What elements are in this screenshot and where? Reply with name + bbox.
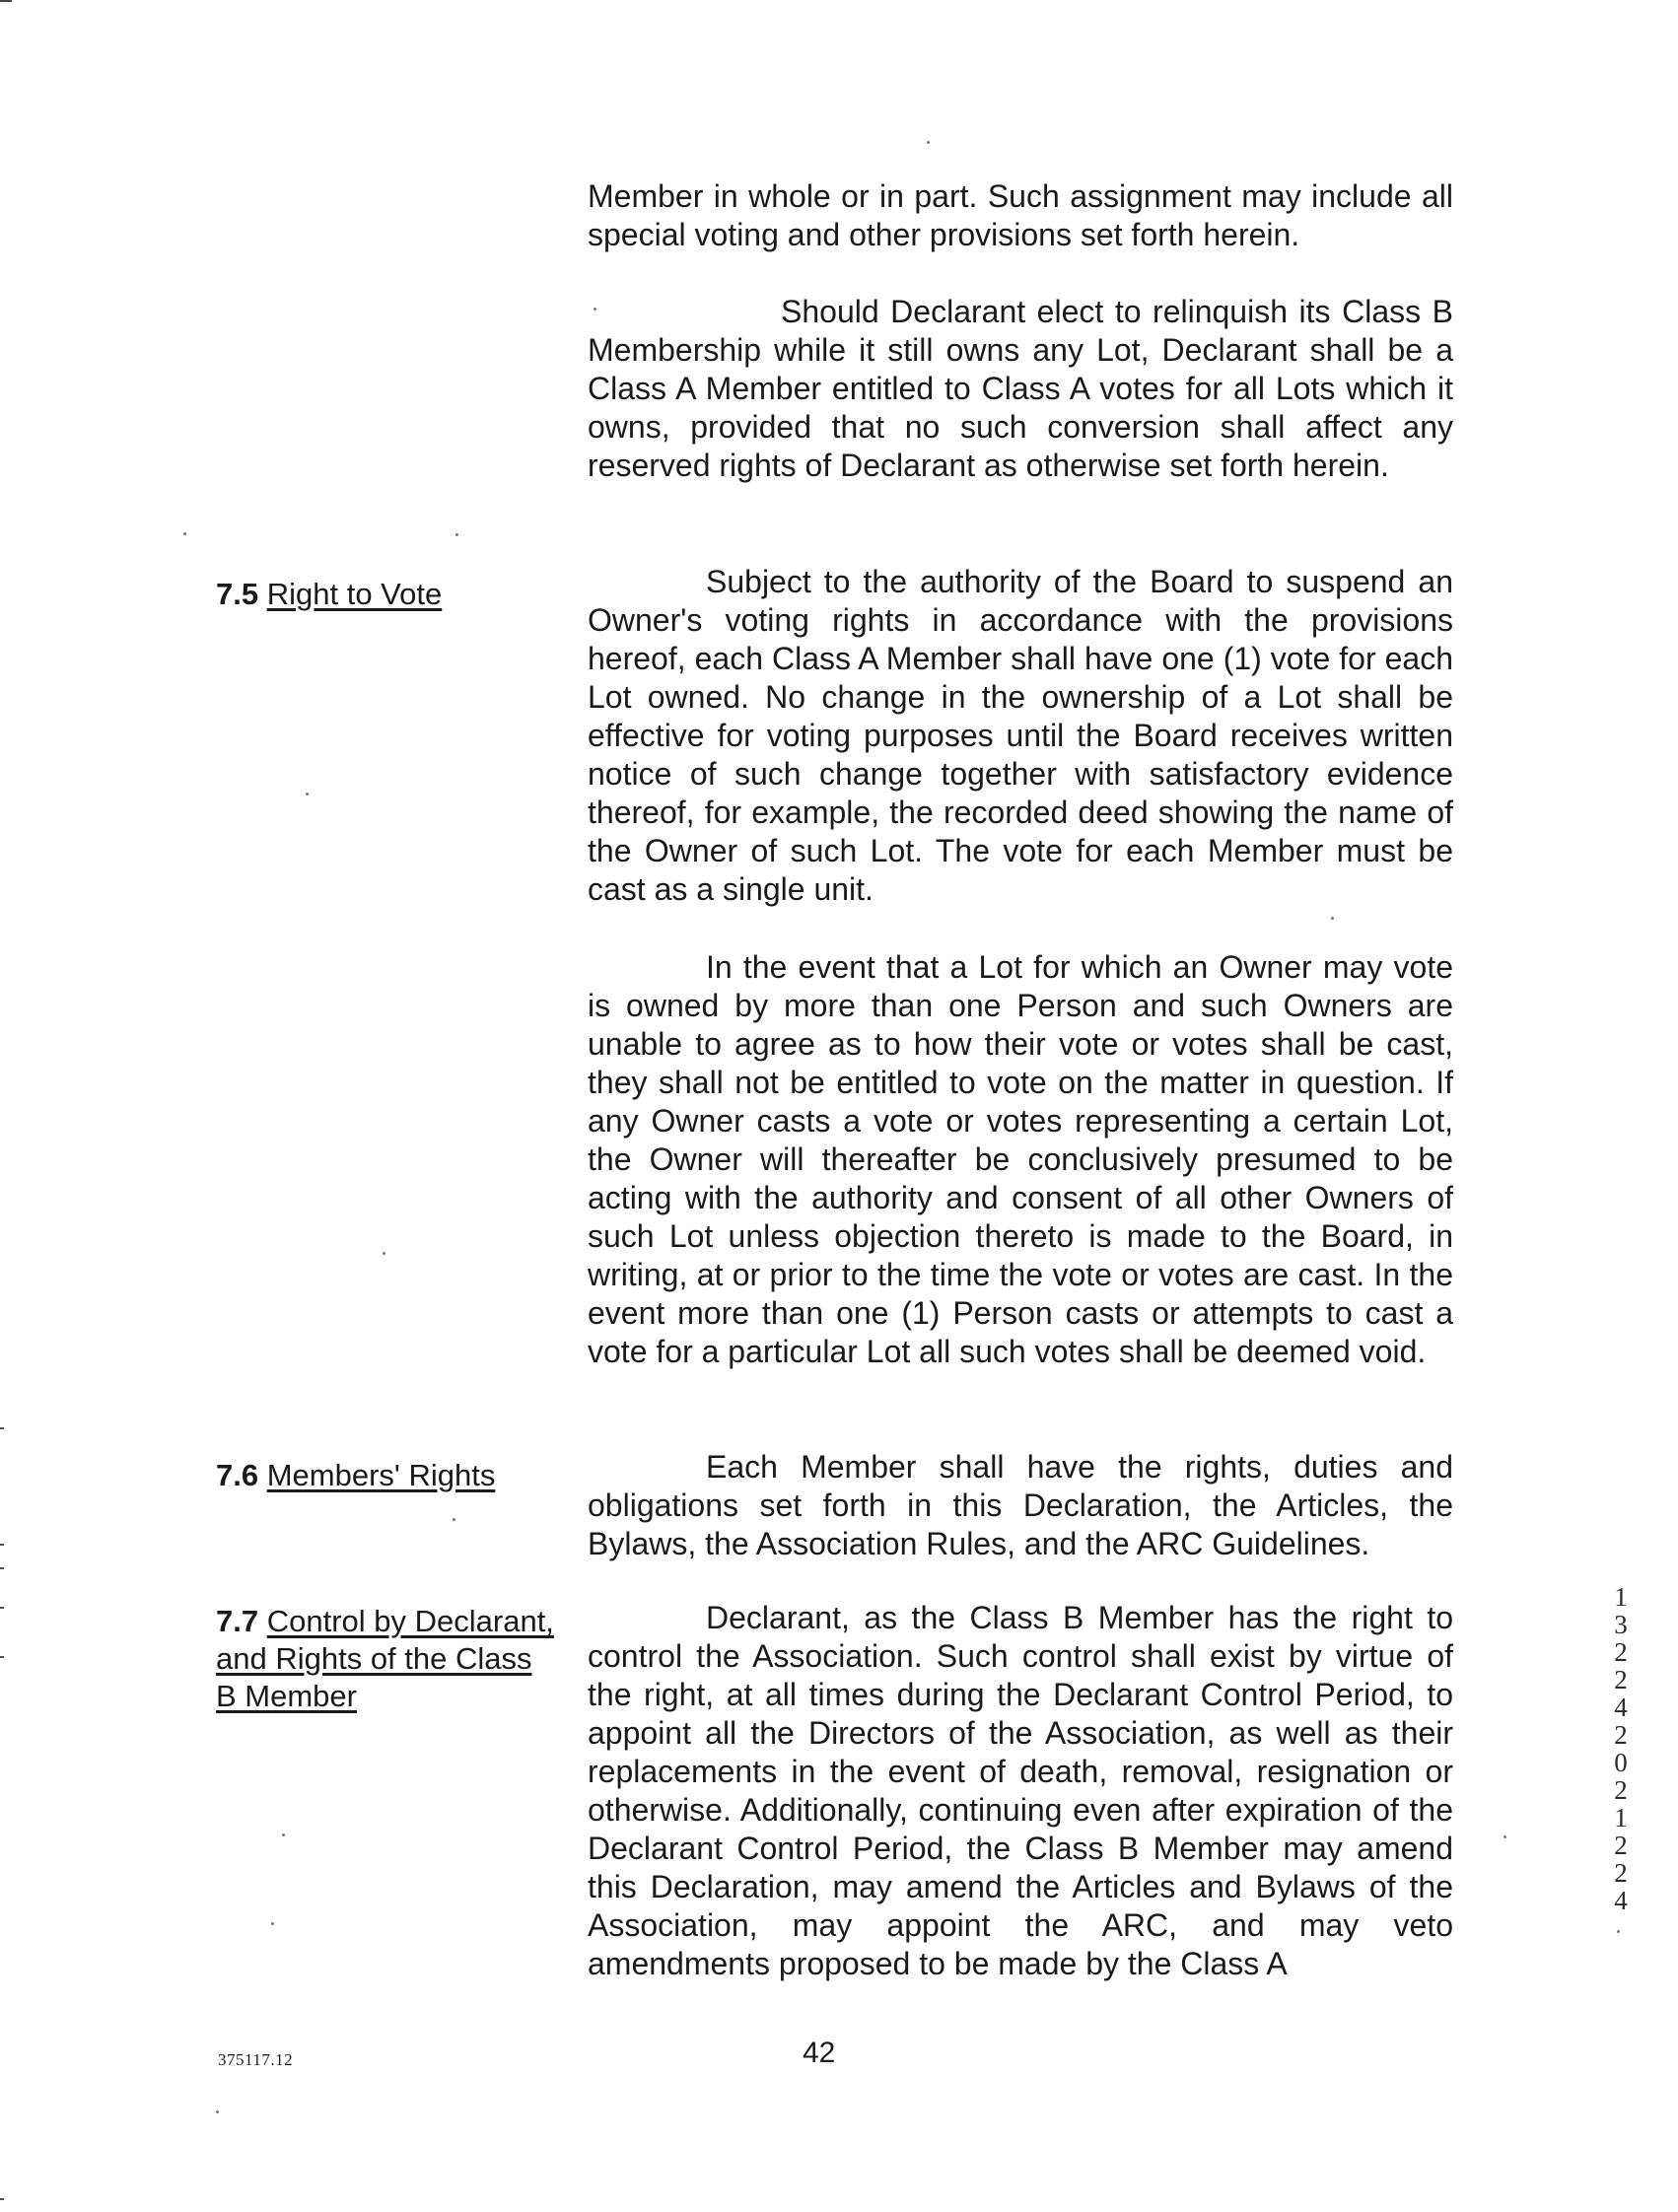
scan-corner-mark [0, 0, 12, 2]
section-number: 7.6 [216, 1458, 259, 1492]
section-number: 7.7 [216, 1604, 259, 1638]
scan-speck [282, 1833, 285, 1836]
scan-edge-tick [0, 2198, 4, 2200]
document-code: 375117.12 [218, 2050, 294, 2069]
scan-speck [216, 2110, 219, 2113]
paragraph-right-to-vote: Subject to the authority of the Board to suspend an Owner's voting rights in accordance with the provisions hereof, each Class A Member shall have one (1) vote for each Lot owned. No change in the ownership of a Lot shall be effective for voting purposes until the Board receives written notice of such change together with satisfactory evidence thereof, for example, the recorded deed showing the name of the Owner of such Lot. The vote for each Member must be cast as a single unit. [588, 564, 1453, 907]
section-number: 7.5 [216, 577, 259, 611]
scan-edge-tick [0, 1656, 4, 1658]
scan-edge-tick [0, 1427, 4, 1429]
scan-speck [271, 1922, 274, 1925]
scan-speck [927, 141, 930, 144]
scan-speck [453, 1518, 455, 1521]
paragraph-members-rights: Each Member shall have the rights, duties and obligations set forth in this Declaration, the Articles, the Bylaws, the Association Rules, and the ARC Guidelines. [588, 1449, 1453, 1561]
scan-edge-tick [0, 1544, 4, 1546]
section-heading-7-7 [216, 1603, 556, 1715]
section-title: Control by Declarant, and Rights of the Class B Member [216, 1604, 554, 1713]
section-title: Members' Rights [266, 1458, 496, 1492]
scan-speck [306, 793, 309, 795]
scan-speck [594, 308, 596, 311]
recording-number: 132242 021224 [1614, 1582, 1628, 1915]
scan-edge-tick [0, 1607, 4, 1609]
section-heading-7-6 [216, 1457, 495, 1494]
page-number: 42 [803, 2037, 836, 2069]
paragraph-declarant-control: Declarant, as the Class B Member has the right to control the Association. Such control shall exist by virtue of the right, at all times during the Declarant Control Period, to appoint all the Directors of the Association, as well as their replacements in the event of death, removal, resignation or otherwise. Additionally, continuing even after expiration of the Declarant Control Period, the Class B Member may amend this Declaration, may amend the Articles and Bylaws of the Association, may appoint the ARC, and may veto amendments proposed to be made by the Class A [588, 1600, 1453, 1981]
scan-speck [183, 532, 186, 535]
paragraph-class-b-relinquish: Should Declarant elect to relinquish its Class B Membership while it still owns any Lot, Declarant shall be a Class A Member entitled to Class A votes for all Lots which it owns, provided that no such conversion shall affect any reserved rights of Declarant as otherwise set forth herein. [588, 294, 1453, 483]
paragraph-multiple-owners: In the event that a Lot for which an Owner may vote is owned by more than one Person and such Owners are unable to agree as to how their vote or votes shall be cast, they shall not be entitled to vote on the matter in question. If any Owner casts a vote or votes representing a certain Lot, the Owner will thereafter be conclusively presumed to be acting with the authority and consent of all other Owners of such Lot unless objection thereto is made to the Board, in writing, at or prior to the time the vote or votes are cast. In the event more than one (1) Person casts or attempts to cast a vote for a particular Lot all such votes shall be deemed void. [588, 949, 1453, 1369]
scan-speck [455, 533, 458, 536]
scan-edge-tick [0, 1567, 4, 1569]
scan-speck [383, 1252, 385, 1255]
scan-speck [1503, 1835, 1506, 1838]
scan-speck [1331, 917, 1334, 920]
scan-speck [1617, 1930, 1620, 1933]
section-title: Right to Vote [266, 577, 443, 611]
paragraph-continuation: Member in whole or in part. Such assignment may include all special voting and other provisions set forth herein. [588, 178, 1453, 252]
section-heading-7-5 [216, 576, 442, 613]
